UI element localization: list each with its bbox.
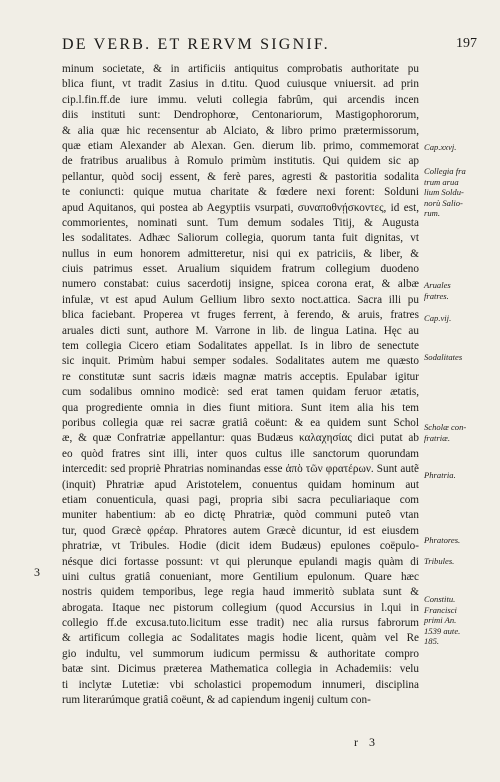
text-line: intercedit: sed propriè Phratrias nominandas esse ἀπὸ τῶν φρατέρων. Sunt autẽ [62, 463, 419, 476]
text-line: blica fiunt, vt tradit Zasius in d.titu. Quod cuiusque vniuersit. ad prin [62, 78, 419, 91]
margin-note-cap-vij [424, 313, 496, 324]
margin-note-aruales-fratres [424, 280, 496, 301]
margin-note-cap-xxvj [424, 142, 496, 153]
text-line: phratriæ, vt Tribules. Hodie (dicit idem Budæus) epulones coëpulo- [62, 540, 419, 553]
text-line: commorientes, nominati sunt. Tum demum sodales Titij, & Augusta [62, 216, 419, 229]
margin-note-line: Constitu. [424, 594, 456, 604]
text-line: cip.l.fin.ff.de iure immu. veluti collegia fabrûm, qui arcendis incen [62, 93, 419, 106]
margin-note-line: Cap.vij. [424, 313, 452, 323]
text-line: (inquit) Phratriæ apud Aristotelem, conuentus quidam hominum aut [62, 478, 419, 491]
margin-note-line: lium Soldu- [424, 187, 464, 197]
margin-note-line: Francisci [424, 604, 457, 615]
margin-note-line: Aruales [424, 280, 451, 290]
text-line: diis instituti sunt: Dendrophorœ, Centonariorum, Mastigophororum, [62, 109, 419, 122]
text-line: rum literarúmque gratiâ coëunt, & ad capiendum ingenij cultum con- [62, 694, 371, 707]
text-line: minum societate, & in artificiis antiquitus comprobatis authoritate pu [62, 63, 419, 75]
text-line: æ, & quæ Confratriæ appellantur: quas Budæus καλαχησίας dici putat ab [62, 432, 419, 445]
text-line: cum sodalibus omnino modicè: sed erat tamen quidam feruor ætatis, [62, 386, 419, 399]
text-line: & artificum collegia ac Sodalitates magis hodie licent, quàm vel Re [62, 632, 419, 645]
margin-note-line: trum arua [424, 176, 459, 187]
text-line: re constitutæ sunt sacris idæis magnæ matris acceptis. Epulabar igitur [62, 370, 419, 383]
margin-note-line: 1539 aute. [424, 625, 461, 636]
main-text-block [62, 62, 419, 708]
margin-note-line: norù Salio- [424, 197, 463, 208]
text-line: sic inquit. Primùm habui semper sodales. Sodalitates autem me quæsto [62, 355, 419, 368]
text-line: de fratribus arualibus à Romulo primùm institutis. Qui quidem sic ap [62, 155, 419, 168]
margin-note-line: Scholæ con- [424, 422, 467, 432]
text-line: ti inclytæ Lutetiæ: vbi scholastici propemodum innumeri, disciplina [62, 678, 419, 691]
text-line: gio indultu, vel summorum iudicum permissu & authoritate compro [62, 647, 419, 660]
margin-note-line: primi An. [424, 615, 457, 625]
text-line: te coniuncti: quique mutua charitate & fœdere nexi forent: Solduni [62, 186, 419, 199]
text-line: muniter habentium: ab eo dictę Phratriæ, quòd communi puteô vtan [62, 509, 419, 522]
margin-note-line: 185. [424, 636, 440, 646]
text-line: nostris quidem temporibus, lege regia haud immeritò sublata sunt & [62, 586, 419, 599]
margin-note-constitutio-francisci [424, 594, 496, 647]
margin-note-line: Tribules. [424, 556, 455, 566]
margin-note-scholae-confratriae [424, 422, 496, 443]
margin-note-tribules [424, 556, 496, 567]
text-line: apud Aquitanos, qui postea ab Aegyptiis vsurpati, συναποθνῄσκοντες, id est, [62, 201, 419, 214]
text-line: poribus collegia quæ rei sacræ gratiâ coëunt: & ea quidem sunt Schol [62, 416, 419, 429]
margin-note-line: fratres. [424, 290, 449, 301]
page-number: 197 [456, 36, 477, 51]
margin-note-line: Sodalitates [424, 352, 463, 362]
text-line: tur, quod Græcè φρέαρ. Phratores autem Græcè dicuntur, id est eiusdem [62, 524, 419, 537]
margin-note-sodalitates [424, 352, 496, 363]
margin-note-collegia-fratrum [424, 166, 496, 219]
running-title: DE VERB. ET RERVM SIGNIF. [62, 36, 330, 53]
margin-note-line: Cap.xxvj. [424, 142, 457, 152]
margin-note-line: Phratria. [424, 470, 456, 480]
text-line: les sodalitates. Adhæc Saliorum collegia, quorum tanta fuit dignitas, vt [62, 232, 419, 245]
margin-note-line: rum. [424, 208, 440, 218]
signature-mark: r 3 [354, 735, 379, 749]
text-line: aruales dicti sunt, authore M. Varrone in lib. de lingua Latina. Hęc au [62, 324, 419, 337]
left-margin-mark: 3 [34, 565, 40, 579]
text-line: quæ etiam Alexander ab Alexan. Gen. dierum lib. primo, commemorat [62, 139, 419, 152]
margin-note-line: Phratores. [424, 535, 461, 545]
text-line: & alia quæ hic recensentur ab Alciato, & libro primo prætermissorum, [62, 124, 419, 137]
text-line: blica faciebant. Properea vt fruges ferrent, à ferendo, & aruis, fratres [62, 309, 419, 322]
text-line: abrogata. Itaque nec pistorum collegium (quod Accursius in l.qui in [62, 601, 419, 614]
text-line: qua progrediente omnia in dies fiunt mitiora. Sunt item alia his tem [62, 401, 419, 414]
margin-note-phratores [424, 535, 496, 546]
text-line: numero constabat: cuius sacerdotij insigne, spicea corona erat, & albæ [62, 278, 419, 291]
text-line: batæ sint. Dicimus præterea Mathematica collegia in Achademiis: velu [62, 663, 419, 676]
text-line: etiam conuenticula, quasi pagi, propria sibi sacra peculiariaque com [62, 493, 419, 506]
page-header [62, 36, 477, 58]
text-line: uini cultus gratiâ conueniant, more Gentilium epulonum. Quare hæc [62, 570, 419, 583]
text-line: eo quòd fratres sint illi, inter quos cultus ille sanctorum quorundam [62, 447, 419, 460]
margin-note-line: fratriæ. [424, 432, 451, 443]
text-line: infulæ, vt est apud Aulum Gellium libro sexto noct.attica. Sacra illi pu [62, 293, 419, 306]
margin-note-phratriae [424, 470, 496, 481]
text-line: ciuis patrimus esset. Arualium siquidem fratrum collegium duodeno [62, 263, 419, 276]
text-line: collegio ff.de excusa.tuto.licitum esse tradit) nec alia rursus fabrorum [62, 617, 419, 630]
text-line: nullus in eum honorem admitteretur, nisi qui ex patriciis, & liber, & [62, 247, 419, 260]
text-line: nésque dici fortasse possunt: vt qui plerunque epulandi magis quàm di [62, 555, 419, 568]
text-line: pellantur, quòd socij essent, & ferè pares, agresti & pastoritia sodalita [62, 170, 419, 183]
margin-note-line: Collegia fra [424, 166, 466, 176]
text-line: tem collegia Cicero etiam Sodalitates appellat. Is in libro de senectute [62, 340, 419, 353]
